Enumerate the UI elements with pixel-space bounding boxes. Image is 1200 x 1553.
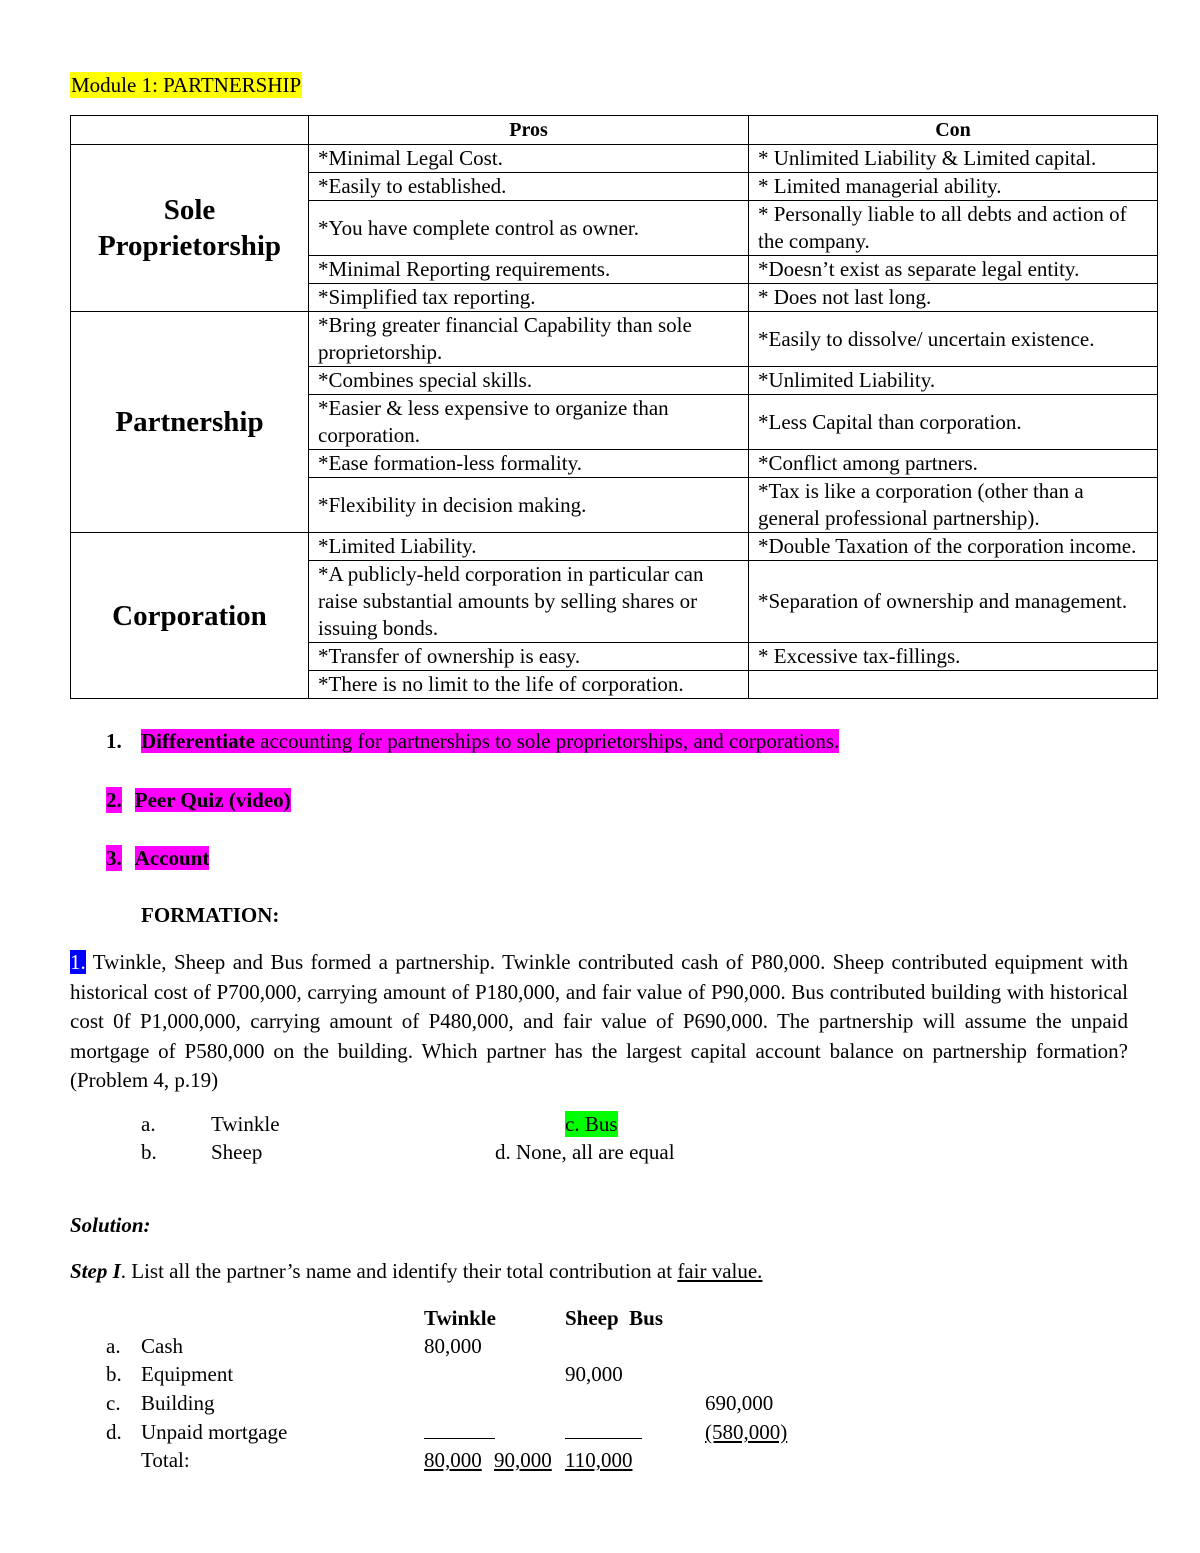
pro-cell: *Easier & less expensive to organize than corporation. — [309, 395, 749, 450]
pro-cell: *Transfer of ownership is easy. — [309, 643, 749, 671]
header-con: Con — [749, 116, 1158, 145]
ws-total-sheep: 90,000 — [494, 1448, 552, 1472]
ws-cell-bus: 690,000 — [705, 1391, 774, 1415]
choice-b-text: Sheep — [211, 1140, 263, 1164]
ws-row-letter: b. — [106, 1362, 122, 1386]
ws-total-bus: 110,000 — [565, 1448, 633, 1472]
solution-heading: Solution: — [70, 1213, 151, 1237]
ws-row-letter: a. — [106, 1334, 121, 1358]
ws-row-label: Building — [141, 1391, 215, 1415]
objective-text: accounting for partnerships to sole proprietorships, and corporations. — [254, 729, 840, 753]
con-cell: * Limited managerial ability. — [749, 173, 1158, 201]
pro-cell: *Combines special skills. — [309, 367, 749, 395]
pro-cell: *Minimal Legal Cost. — [309, 145, 749, 173]
table-row — [71, 533, 1158, 561]
objective-item — [106, 845, 1106, 871]
step-label: Step I — [70, 1259, 121, 1283]
con-cell: *Tax is like a corporation (other than a general professional partnership). — [749, 478, 1158, 533]
ws-row-letter: d. — [106, 1420, 122, 1444]
pro-cell: *A publicly-held corporation in particular can raise substantial amounts by selling shares or issuing bonds. — [309, 561, 749, 643]
entity-partnership: Partnership — [71, 312, 309, 533]
table-row — [71, 312, 1158, 367]
con-cell: *Double Taxation of the corporation income. — [749, 533, 1158, 561]
pro-cell: *Limited Liability. — [309, 533, 749, 561]
objective-bold: Peer Quiz (video) — [134, 788, 291, 812]
page-title: Module 1: PARTNERSHIP — [71, 73, 302, 97]
objective-item — [106, 787, 1106, 813]
objective-number: 3. — [106, 846, 122, 870]
problem-body: Twinkle, Sheep and Bus formed a partnership. Twinkle contributed cash of P80,000. Sheep contributed equipment with historical cost of P700,000, carrying amount of P180,000, and fair value of P90,000. Bus contributed building with historical cost 0f P1,000,000, carrying amount of P480,000, and fair value of P690,000. The partnership will assume the unpaid mortgage of P580,000 on the building. Which partner has the largest capital account balance on partnership formation? (Problem 4, p.19) — [70, 950, 1128, 1092]
entity-sole-proprietorship: Sole Proprietorship — [71, 145, 309, 312]
con-cell: *Separation of ownership and management. — [749, 561, 1158, 643]
ws-cell-bus: (580,000) — [705, 1420, 788, 1444]
ws-row-label: Cash — [141, 1334, 183, 1358]
ws-blank-sheep — [565, 1418, 642, 1446]
objective-item — [106, 728, 1106, 754]
objective-bold: Differentiate — [141, 729, 255, 753]
pro-cell: *There is no limit to the life of corporation. — [309, 671, 749, 699]
con-cell: * Personally liable to all debts and action of the company. — [749, 201, 1158, 256]
step-text: . List all the partner’s name and identify their total contribution at — [120, 1259, 678, 1283]
pro-cell: *You have complete control as owner. — [309, 201, 749, 256]
comparison-table — [70, 115, 1158, 699]
ws-row-label: Unpaid mortgage — [141, 1420, 288, 1444]
objective-bold: Account — [134, 846, 210, 870]
ws-cell-twinkle: 80,000 — [424, 1334, 482, 1358]
con-cell: *Easily to dissolve/ uncertain existence. — [749, 312, 1158, 367]
con-cell: *Doesn’t exist as separate legal entity. — [749, 256, 1158, 284]
con-cell: * Does not last long. — [749, 284, 1158, 312]
choice-b-letter: b. — [141, 1140, 157, 1164]
ws-cell-sheep: 90,000 — [565, 1362, 623, 1386]
step-underlined: fair value. — [677, 1259, 763, 1283]
problem-number: 1. — [70, 950, 86, 974]
pro-cell: *Bring greater financial Capability than sole proprietorship. — [309, 312, 749, 367]
formation-heading: FORMATION: — [141, 903, 280, 927]
header-pros: Pros — [309, 116, 749, 145]
pro-cell: *Easily to established. — [309, 173, 749, 201]
pro-cell: *Flexibility in decision making. — [309, 478, 749, 533]
ws-row-label: Equipment — [141, 1362, 234, 1386]
ws-header-sheep-bus: Sheep Bus — [565, 1306, 664, 1330]
choice-c-answer: c. Bus — [565, 1112, 618, 1136]
choice-d: d. None, all are equal — [495, 1140, 675, 1164]
entity-corporation: Corporation — [71, 533, 309, 699]
objective-number: 1. — [106, 729, 122, 753]
ws-blank-twinkle — [424, 1418, 495, 1446]
table-row — [71, 145, 1158, 173]
con-cell: *Conflict among partners. — [749, 450, 1158, 478]
step-instruction — [70, 1259, 762, 1284]
table-header-row — [71, 116, 1158, 145]
objective-number: 2. — [106, 788, 122, 812]
pro-cell: *Ease formation-less formality. — [309, 450, 749, 478]
pro-cell: *Minimal Reporting requirements. — [309, 256, 749, 284]
ws-total-twinkle: 80,000 — [424, 1448, 482, 1472]
ws-total-label: Total: — [141, 1448, 190, 1472]
con-cell: * Excessive tax-fillings. — [749, 643, 1158, 671]
con-cell: *Unlimited Liability. — [749, 367, 1158, 395]
ws-row-letter: c. — [106, 1391, 121, 1415]
con-cell: *Less Capital than corporation. — [749, 395, 1158, 450]
con-cell: * Unlimited Liability & Limited capital. — [749, 145, 1158, 173]
choice-a-text: Twinkle — [211, 1112, 280, 1136]
choice-a-letter: a. — [141, 1112, 156, 1136]
con-cell — [749, 671, 1158, 699]
header-empty — [71, 116, 309, 145]
problem-text — [70, 948, 1128, 1096]
pro-cell: *Simplified tax reporting. — [309, 284, 749, 312]
ws-header-twinkle: Twinkle — [424, 1306, 496, 1330]
